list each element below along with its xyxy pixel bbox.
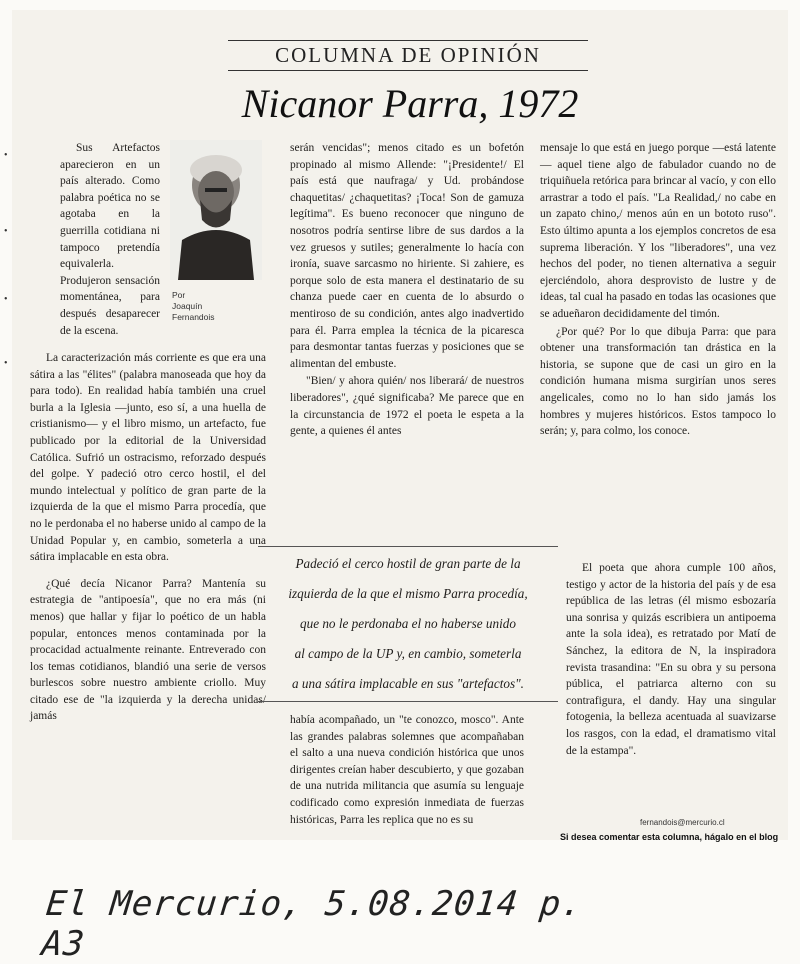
section-title: COLUMNA DE OPINIÓN — [228, 40, 588, 71]
column-2-bottom — [290, 712, 524, 829]
paragraph: La caracterización más corriente es que era una sátira a las "élites" (palabra manoseada que hoy da para todo). En realidad había también una cruel burla a la Iglesia —junto, eso sí, a una huella de cristianismo— y el libro mismo, un artefacto, fue publicado por la editorial de la Universidad Católica. Sufrió un ostracismo, reforzado después del golpe. Y padeció otro cerco hostil, el del mundo intelectual y político de gran parte de la izquierda de la que el mismo Parra procedía, que no le perdonaba el no haberse unido al campo de la Unidad Popular y, en cambio, someterla a una sátira implacable en esta obra. — [30, 352, 266, 564]
margin-bullet-icon: • — [4, 226, 8, 237]
author-last-name: Fernandois — [172, 312, 215, 322]
paragraph: ¿Por qué? Por lo que dibuja Parra: que para obtener una transformación tan drástica en la historia, se supone que de casi un giro en la condición humana misma surgirían unos seres angelicales, como no lo han sido jamás los hombres y mujeres históricos. Estos tampoco lo serán; y, para colmo, los conoce. — [540, 325, 776, 438]
pull-quote-line: Padeció el cerco hostil de gran parte de la — [295, 556, 521, 571]
pull-quote-line: que no le perdonaba el no haberse unido — [300, 616, 516, 631]
column-1 — [30, 350, 266, 726]
handwritten-source-note: El Mercurio, 5.08.2014 p. A3 — [39, 884, 585, 964]
column-3-top — [540, 140, 776, 441]
paragraph: serán vencidas"; menos citado es un bofetón propinado al mismo Allende: "¡Presidente!/ El país está que naufraga/ y Ud. probándose chaquetitas/ ¿chaquetitas? ¡Toca! Son de gamuza legítima". Es bueno reconocer que ninguno de nosotros podría sentirse libre de sus dardos a la vez gruesos y sutiles; generalmente lo hacía con ironía, suave sarcasmo no hiriente. Si zahiere, es porque solo de esta manera el destinatario de su chanza puede caer en cuenta de lo absurdo o mentiroso de su condición, antes algo inadvertido para él. Parra emplea la técnica de la picaresca para desmontar tantas fuerzas y posiciones que se alimentan del embuste. — [290, 142, 524, 370]
paragraph: El poeta que ahora cumple 100 años, testigo y actor de la historia del país y de esa república de las letras (él mismo esbozaría una sonrisa y quizás escribiera un antipoema ante la sola idea), es retratado por Matí de Sánchez, la editora de N, la inspiradora revista trasandina: "En su obra y su persona pública, el patriarca alterno con su contrafigura, el dandy. Hay una singular fotogenia, la belleza acentuada al suavizarse los rasgos, con la edad, el dramatismo vital de la estampa". — [566, 562, 776, 757]
column-2-top — [290, 140, 524, 441]
pull-quote-line: al campo de la UP y, en cambio, someterla — [294, 646, 522, 661]
margin-bullet-icon: • — [4, 294, 8, 305]
pull-quote-line: a una sátira implacable en sus "artefactos". — [292, 676, 524, 691]
byline — [172, 290, 262, 323]
column-3-bottom — [566, 560, 776, 760]
column-1-top — [60, 140, 160, 340]
paragraph: mensaje lo que está en juego porque —está latente— aquel tiene algo de fabulador cuando no de triquiñuela retórica para brincar al vacío, y con ello arrastrar a todo el país. "La Realidad,/ no cabe en un zapato chino,/ menos aún en un bototo ruso". Esto último apunta a los ejemplos concretos de esa suprema liberación. Y los "liberadores", una vez hechos del poder, no tienen alternativa a seguir ejerciéndolo, ahora desprovisto de lustre y de ideas, tal cual ha pasado en todas las ocasiones que se adueñaron decididamente del timón. — [540, 142, 776, 320]
pull-quote-line: izquierda de la que el mismo Parra procedía, — [288, 586, 528, 601]
paragraph: ¿Qué decía Nicanor Parra? Mantenía su estrategia de "antipoesía", que no era más (ni menos) que hallar y fijar lo poético de un habla popular, entonces menos contaminada por la procacidad actualmente reinante. Entreverado con los temas cotidianos, blandió una serie de versos burlescos sobre nuestro ambiente criollo. Muy citado ese de "la izquierda y la derecha unidas/ jamás — [30, 577, 266, 723]
paragraph: Sus Artefactos aparecieron en un país alterado. Como palabra poética no se agotaba en la guerrilla cotidiana ni tampoco pretendía equivalerla. Produjeron sensación momentánea, para después desaparecer de la escena. — [60, 142, 160, 337]
pull-quote — [258, 546, 558, 702]
byline-label: Por — [172, 290, 186, 300]
paragraph: "Bien/ y ahora quién/ nos liberará/ de nuestros liberadores", ¿qué significaba? Me parece que en la circunstancia de 1972 el poeta le espeta a la gente, a quienes él antes — [290, 375, 524, 438]
blog-note: Si desea comentar esta columna, hágalo en el blog — [560, 832, 779, 842]
paragraph: había acompañado, un "te conozco, mosco". Ante las grandes palabras solemnes que acompañaban el salto a una nueva condición histórica que unos dirigentes creían haber descubierto, y que gozaban de una nutrida militancia que asumía su lenguaje codificado como expresión inmediata de fuerzas históricas, Parra les replica que no es su — [290, 714, 524, 826]
author-photo — [170, 140, 262, 280]
margin-bullet-icon: • — [4, 358, 8, 369]
author-email: fernandois@mercurio.cl — [640, 818, 725, 827]
author-first-name: Joaquín — [172, 301, 203, 311]
margin-bullet-icon: • — [4, 150, 8, 161]
article-headline: Nicanor Parra, 1972 — [241, 81, 579, 126]
